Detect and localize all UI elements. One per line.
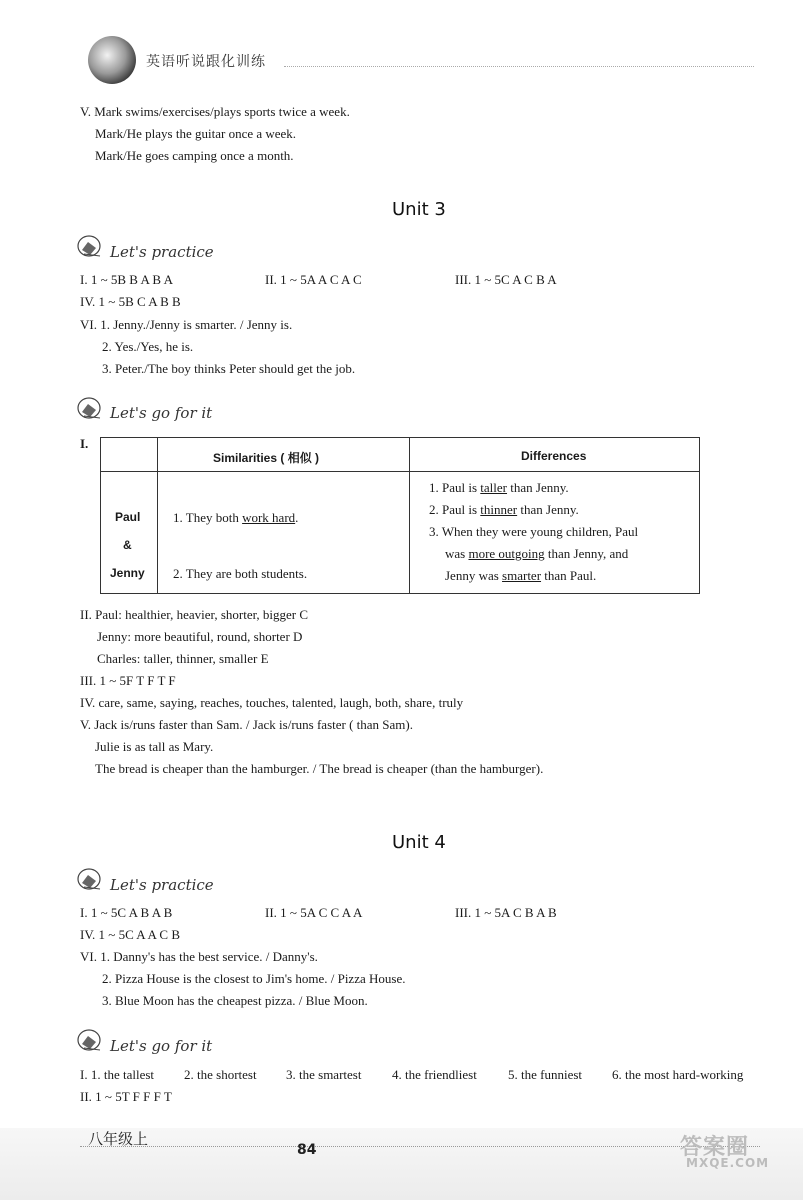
watermark-cn: 答案圈 <box>680 1135 750 1160</box>
unit3-practice-I: I. 1 ~ 5B B A B A <box>80 272 173 287</box>
unit4-goforit-heading: Let's go for it <box>110 1037 213 1055</box>
page-number: 84 <box>297 1142 317 1158</box>
go-for-it-book-icon <box>76 396 104 422</box>
practice-book-icon <box>76 234 104 260</box>
unit4-practice-I: I. 1 ~ 5C A B A B <box>80 905 173 920</box>
unit4-goforit-II: II. 1 ~ 5T F F F T <box>80 1089 172 1104</box>
comparison-table <box>100 437 700 594</box>
unit3-practice-VI-1: VI. 1. Jenny./Jenny is smarter. / Jenny is. <box>80 317 293 332</box>
unit3-goforit-IV: IV. care, same, saying, reaches, touches, talented, laugh, both, share, truly <box>80 695 464 710</box>
prev-line-3: Mark/He goes camping once a month. <box>95 148 294 163</box>
unit3-practice-VI-3: 3. Peter./The boy thinks Peter should get the job. <box>102 361 356 376</box>
unit3-goforit-V-1: V. Jack is/runs faster than Sam. / Jack is/runs faster ( than Sam). <box>80 717 413 732</box>
unit3-goforit-V-3: The bread is cheaper than the hamburger. / The bread is cheaper (than the hamburger). <box>95 761 544 776</box>
similarity-1: 1. They both work hard. <box>173 510 299 525</box>
unit4-goforit-I-1: I. 1. the tallest <box>80 1067 155 1082</box>
footer-divider <box>80 1146 760 1147</box>
practice-book-icon <box>76 867 104 893</box>
unit4-practice-heading: Let's practice <box>110 876 214 894</box>
header-globe-logo <box>88 36 136 84</box>
difference-1: 1. Paul is taller than Jenny. <box>429 480 569 495</box>
col-similarities: Similarities ( 相似 ) <box>213 451 320 465</box>
unit4-practice-III: III. 1 ~ 5A C B A B <box>455 905 557 920</box>
unit4-practice-VI-3: 3. Blue Moon has the cheapest pizza. / Blue Moon. <box>102 993 368 1008</box>
table-label: I. <box>80 436 89 451</box>
unit4-practice-VI-1: VI. 1. Danny's has the best service. / Danny's. <box>80 949 318 964</box>
row-name-amp: & <box>123 538 132 552</box>
col-differences: Differences <box>521 449 587 463</box>
unit3-practice-III: III. 1 ~ 5C A C B A <box>455 272 557 287</box>
unit4-goforit-I-5: 5. the funniest <box>508 1067 583 1082</box>
unit3-practice-II: II. 1 ~ 5A A C A C <box>265 272 362 287</box>
unit4-goforit-I-3: 3. the smartest <box>286 1067 362 1082</box>
difference-2: 2. Paul is thinner than Jenny. <box>429 502 579 517</box>
go-for-it-book-icon <box>76 1028 104 1054</box>
prev-line-2: Mark/He plays the guitar once a week. <box>95 126 297 141</box>
unit4-goforit-I-4: 4. the friendliest <box>392 1067 477 1082</box>
unit3-goforit-heading: Let's go for it <box>110 404 213 422</box>
unit3-goforit-II-charles: Charles: taller, thinner, smaller E <box>97 651 269 666</box>
row-name-paul: Paul <box>115 510 141 524</box>
unit3-practice-VI-2: 2. Yes./Yes, he is. <box>102 339 194 354</box>
unit3-goforit-II-jenny: Jenny: more beautiful, round, shorter D <box>97 629 303 644</box>
unit3-goforit-V-2: Julie is as tall as Mary. <box>95 739 214 754</box>
header-divider <box>284 66 754 67</box>
unit4-goforit-I-6: 6. the most hard-working <box>612 1067 744 1082</box>
unit3-goforit-II: II. Paul: healthier, heavier, shorter, bigger C <box>80 607 309 622</box>
difference-3c: Jenny was smarter than Paul. <box>445 568 597 583</box>
difference-3a: 3. When they were young children, Paul <box>429 524 639 539</box>
unit4-title: Unit 4 <box>392 832 446 853</box>
unit4-practice-VI-2: 2. Pizza House is the closest to Jim's home. / Pizza House. <box>102 971 406 986</box>
unit3-goforit-III: III. 1 ~ 5F T F T F <box>80 673 176 688</box>
unit4-practice-IV: IV. 1 ~ 5C A A C B <box>80 927 180 942</box>
unit3-practice-IV: IV. 1 ~ 5B C A B B <box>80 294 181 309</box>
unit4-goforit-I-2: 2. the shortest <box>184 1067 257 1082</box>
row-name-jenny: Jenny <box>110 566 145 580</box>
watermark <box>672 1128 788 1172</box>
unit3-title: Unit 3 <box>392 199 446 220</box>
unit3-practice-heading: Let's practice <box>110 243 214 261</box>
similarity-2: 2. They are both students. <box>173 566 308 581</box>
prev-line-1: V. Mark swims/exercises/plays sports twice a week. <box>80 104 350 119</box>
grade-label: 八年级上 <box>88 1130 149 1148</box>
header-title: 英语听说跟化训练 <box>146 54 266 70</box>
difference-3b: was more outgoing than Jenny, and <box>445 546 629 561</box>
watermark-en: MXQE.COM <box>686 1156 770 1170</box>
unit4-practice-II: II. 1 ~ 5A C C A A <box>265 905 363 920</box>
